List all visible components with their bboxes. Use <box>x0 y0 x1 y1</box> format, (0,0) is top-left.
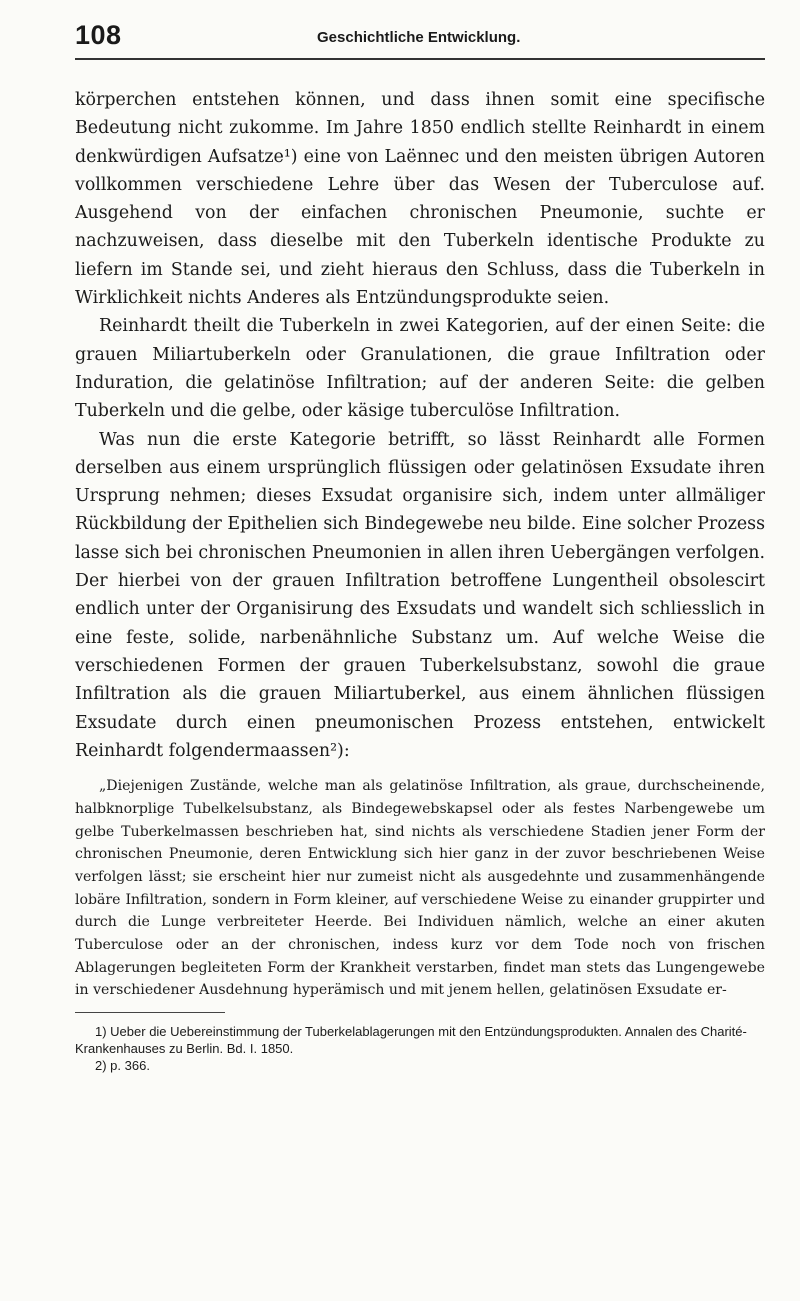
page-number: 108 <box>75 20 122 50</box>
footnotes <box>75 1023 765 1074</box>
quote-text: „Diejenigen Zustände, welche man als gelatinöse Infiltration, als graue, durchscheinende, halbknorplige Tubelkelsubstanz, als Bindegewebskapsel oder als festes Narbengewebe um gelbe Tuberkelmassen beschrieben hat, sind nichts als verschiedene Stadien jener Form der chronischen Pneumonie, deren Entwicklung sich hier ganz in der zuvor beschriebenen Weise verfolgen lässt; sie erscheint hier nur zumeist nicht als ausgedehnte und zusammenhängende lobäre Infiltration, sondern in Form kleiner, auf verschiedene Weise zu einander gruppirter und durch die Lunge verbreiteter Heerde. Bei Individuen nämlich, welche an einer akuten Tuberculose oder an der chronischen, indess kurz vor dem Tode noch von frischen Ablagerungen begleiteten Form der Krankheit verstarben, findet man stets das Lungengewebe in verschiedener Ausdehnung hyperämisch und mit jenem hellen, gelatinösen Exsudate er- <box>75 778 765 999</box>
footnote-2: 2) p. 366. <box>95 1058 150 1074</box>
paragraph-1: körperchen entstehen können, und dass ihnen somit eine specifische Bedeutung nicht zukomme. Im Jahre 1850 endlich stellte Reinhardt in einem denkwürdigen Aufsatze¹) eine von Laënnec und den meisten übrigen Autoren vollkommen verschiedene Lehre über das Wesen der Tuberculose auf. Ausgehend von der einfachen chronischen Pneumonie, suchte er nachzuweisen, dass dieselbe mit den Tuberkeln identische Produkte zu liefern im Stande sei, und zieht hieraus den Schluss, dass die Tuberkeln in Wirklichkeit nichts Anderes als Entzündungsprodukte seien. <box>75 90 765 309</box>
footnote-rule <box>75 1012 225 1013</box>
paragraph-2: Reinhardt theilt die Tuberkeln in zwei Kategorien, auf der einen Seite: die grauen Miliartuberkeln oder Granulationen, die graue Infiltration oder Induration, die gelatinöse Infiltration; auf der anderen Seite: die gelben Tuberkeln und die gelbe, oder käsige tuberculöse Infiltration. <box>75 316 765 422</box>
page-header <box>75 20 765 54</box>
header-rule <box>75 58 765 60</box>
block-quote <box>75 775 765 1002</box>
running-head: Geschichtliche Entwicklung. <box>317 29 521 46</box>
body-text <box>75 86 765 765</box>
paragraph-3: Was nun die erste Kategorie betrifft, so lässt Reinhardt alle Formen derselben aus einem ursprünglich flüssigen oder gelatinösen Exsudate ihren Ursprung nehmen; dieses Exsudat organisire sich, indem unter allmäliger Rückbildung der Epithelien sich Bindegewebe neu bilde. Eine solcher Prozess lasse sich bei chronischen Pneumonien in allen ihren Uebergängen verfolgen. Der hierbei von der grauen Infiltration betroffene Lungentheil obsolescirt endlich unter der Organisirung des Exsudats und wandelt sich schliesslich in eine feste, solide, narbenähnliche Substanz um. Auf welche Weise die verschiedenen Formen der grauen Tuberkelsubstanz, sowohl die graue Infiltration als die grauen Miliartuberkel, aus einem ähnlichen flüssigen Exsudate durch einen pneumonischen Prozess entstehen, entwickelt Reinhardt folgendermaassen²): <box>75 429 765 761</box>
footnote-1: 1) Ueber die Uebereinstimmung der Tuberkelablagerungen mit den Entzündungsprodukten. Annalen des Charité-Krankenhauses zu Berlin. Bd. I. 1850. <box>75 1024 747 1057</box>
page <box>75 20 765 1074</box>
